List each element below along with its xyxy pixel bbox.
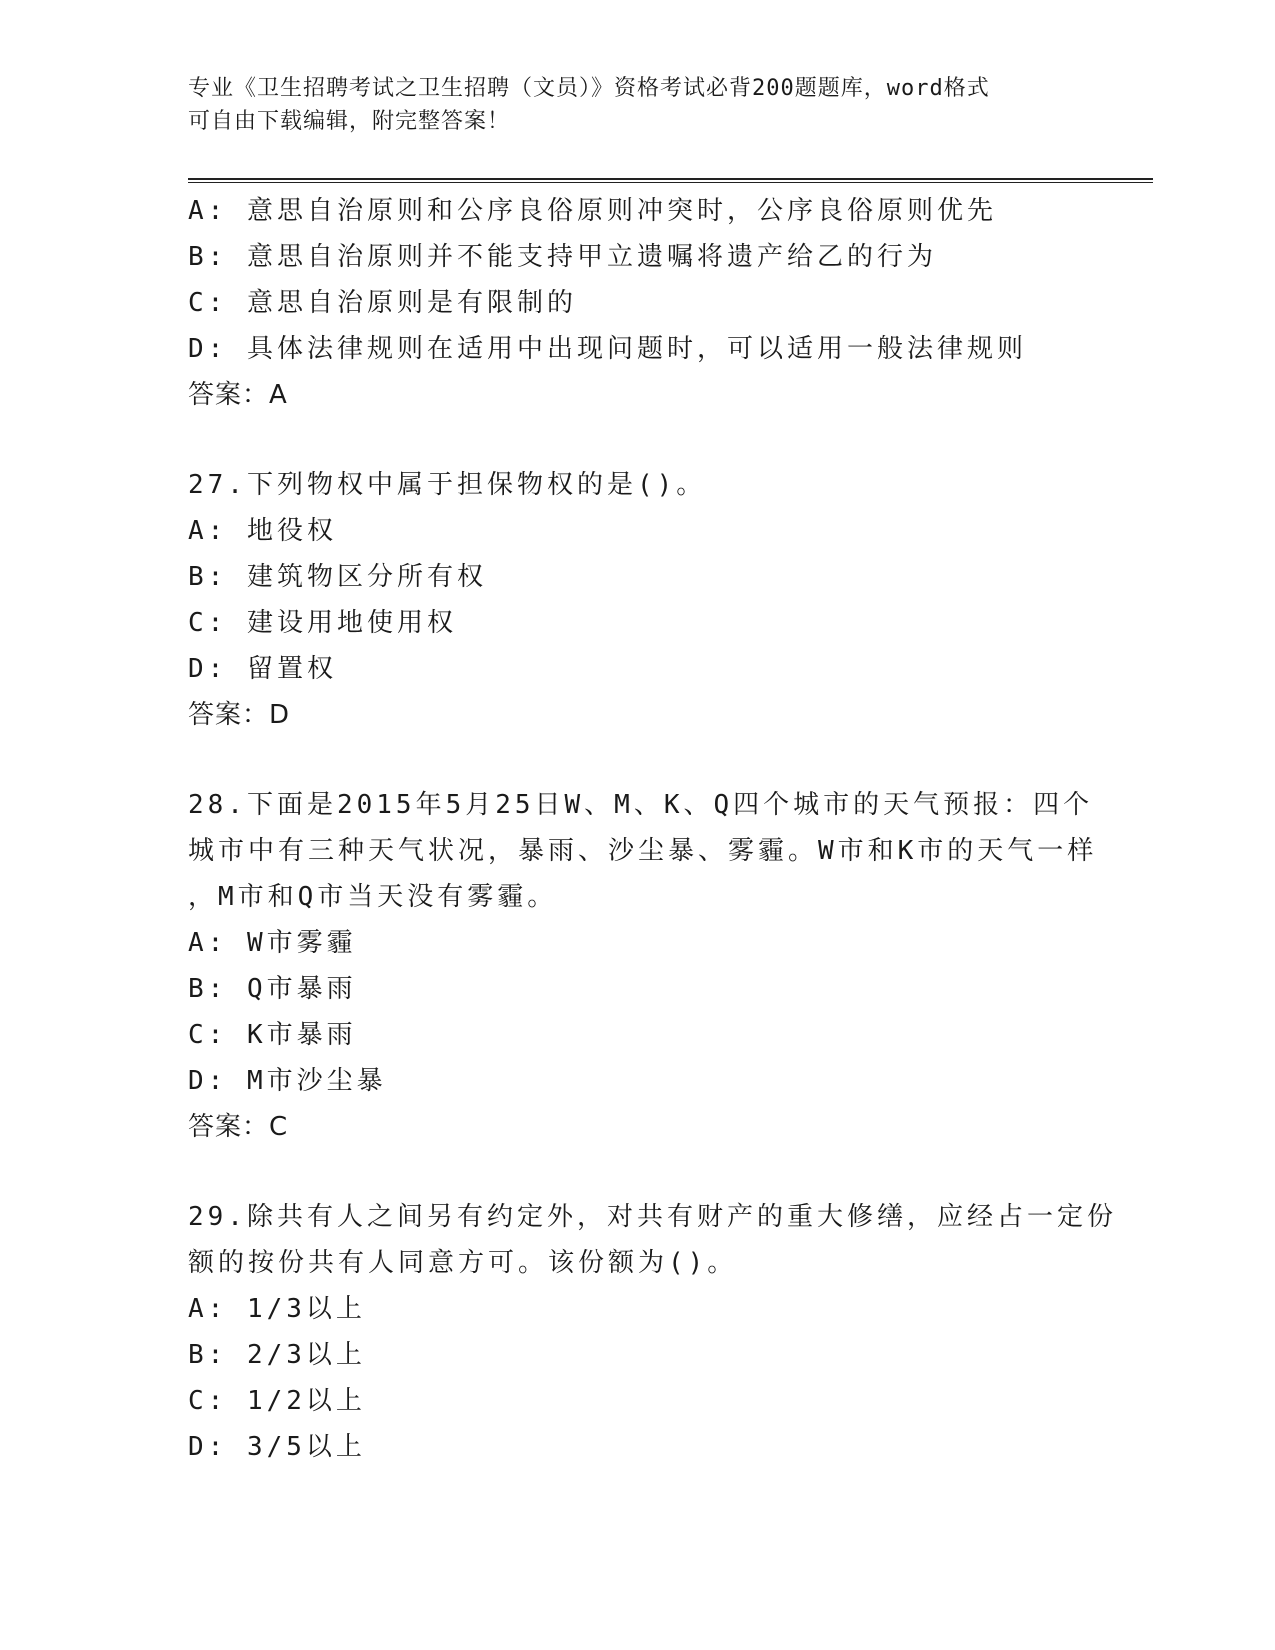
q29-option-b: B: 2/3以上: [188, 1340, 366, 1370]
spacer: [188, 738, 1088, 782]
question-list: [188, 188, 1117, 1470]
q28-question-line-1: 28.下面是2015年5月25日W、M、K、Q四个城市的天气预报：四个: [188, 790, 1094, 820]
q29-option-c: C: 1/2以上: [188, 1386, 366, 1416]
spacer: [188, 418, 1088, 462]
q29-option-a: A: 1/3以上: [188, 1294, 366, 1324]
q28-option-b: B: Q市暴雨: [188, 974, 357, 1004]
q26-option-b: B: 意思自治原则并不能支持甲立遗嘱将遗产给乙的行为: [188, 242, 937, 272]
q28-answer: 答案：C: [188, 1112, 289, 1142]
spacer: [188, 1150, 1088, 1194]
q29-question-line-1: 29.除共有人之间另有约定外，对共有财产的重大修缮，应经占一定份: [188, 1202, 1117, 1232]
header-divider-thick: [188, 178, 1153, 180]
q28-option-d: D: M市沙尘暴: [188, 1066, 387, 1096]
question-27: [188, 462, 1088, 738]
q29-question-line-2: 额的按份共有人同意方可。该份额为()。: [188, 1248, 738, 1278]
q29-option-d: D: 3/5以上: [188, 1432, 366, 1462]
question-28: [188, 782, 1098, 1150]
header-divider-thin: [188, 182, 1153, 183]
q27-question: 27.下列物权中属于担保物权的是()。: [188, 470, 707, 500]
q26-option-c: C: 意思自治原则是有限制的: [188, 288, 577, 318]
q27-option-a: A: 地役权: [188, 516, 337, 546]
q27-answer: 答案：D: [188, 700, 291, 730]
question-29: [188, 1194, 1117, 1470]
q26-option-d: D: 具体法律规则在适用中出现问题时，可以适用一般法律规则: [188, 334, 1027, 364]
q27-option-d: D: 留置权: [188, 654, 337, 684]
q27-option-b: B: 建筑物区分所有权: [188, 562, 487, 592]
header-line-1: 专业《卫生招聘考试之卫生招聘（文员）》资格考试必背200题题库，word格式: [188, 76, 990, 101]
header-line-2: 可自由下载编辑，附完整答案！: [188, 109, 511, 134]
question-26: [188, 188, 1088, 418]
q26-option-a: A: 意思自治原则和公序良俗原则冲突时，公序良俗原则优先: [188, 196, 997, 226]
q28-question-line-2: 城市中有三种天气状况，暴雨、沙尘暴、雾霾。W市和K市的天气一样: [188, 836, 1098, 866]
q26-answer: 答案：A: [188, 380, 288, 410]
document-header: [188, 72, 1088, 138]
q28-option-a: A: W市雾霾: [188, 928, 357, 958]
q27-option-c: C: 建设用地使用权: [188, 608, 457, 638]
q28-question-line-3: ，M市和Q市当天没有雾霾。: [188, 882, 558, 912]
q28-option-c: C: K市暴雨: [188, 1020, 357, 1050]
